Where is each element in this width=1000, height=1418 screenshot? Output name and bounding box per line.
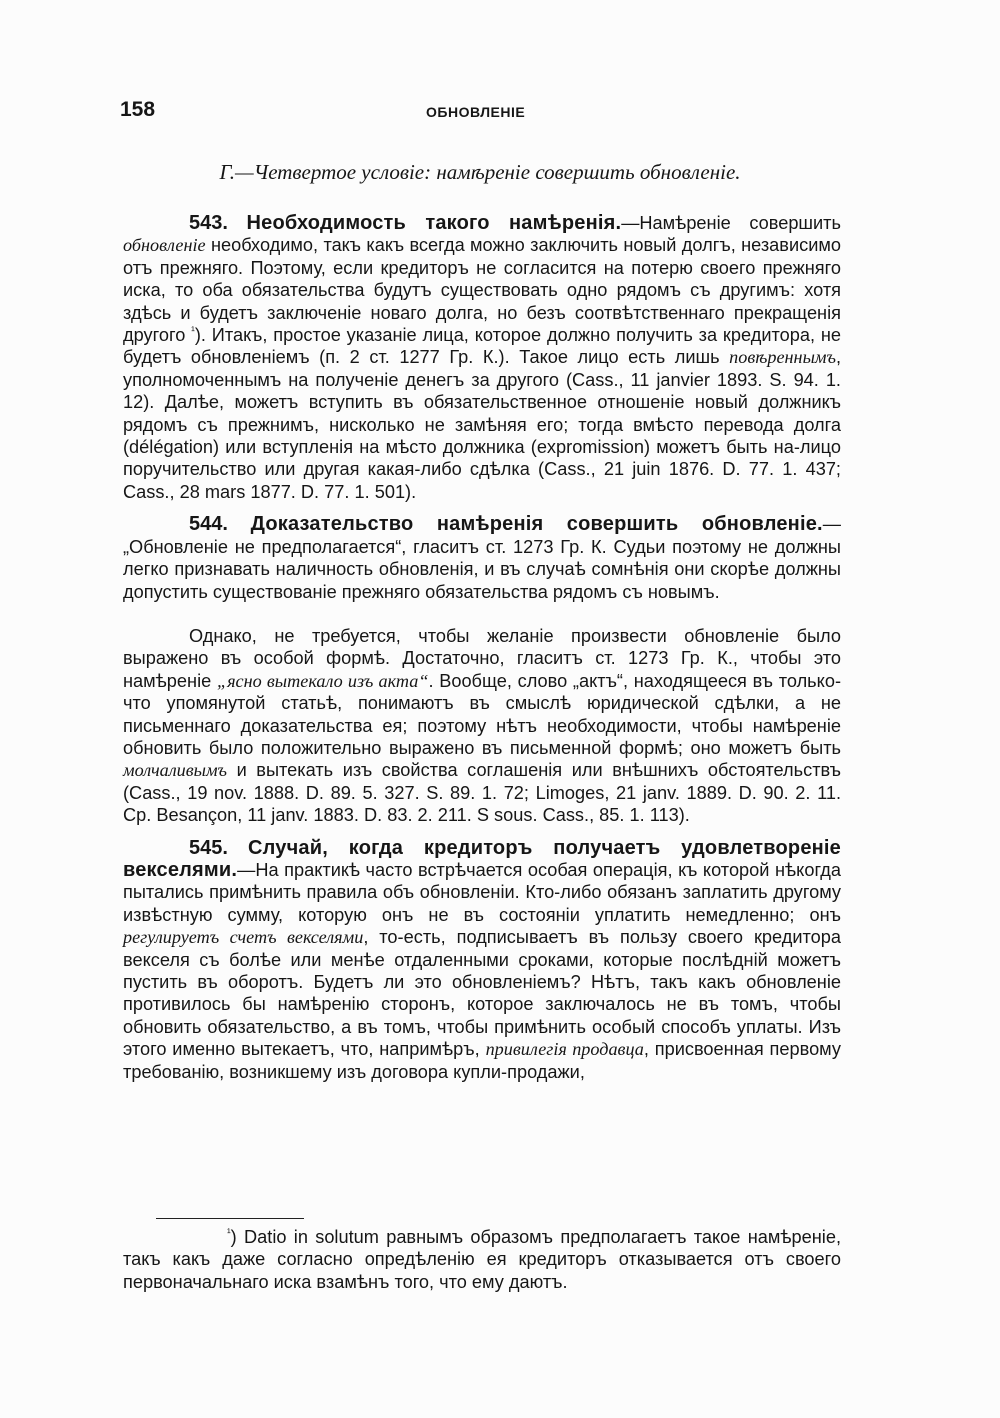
section-544-paragraph-2 bbox=[123, 625, 841, 827]
italic-term: повѣреннымъ bbox=[729, 347, 836, 368]
paragraph-text: и вытекать изъ свойства соглашенія или внѣшнихъ обстоятельствъ (Cass., 19 nov. 1888. D. 89. 5. 327. S. 89. 1. 72; Limoges, 21 janv. 1889. D. 90. 2. 11. Cp. Besançon, 11 janv. 1883. D. 83. 2. 211. S sous. Cass., 85. 1. 113). bbox=[123, 760, 841, 826]
page-number: 158 bbox=[120, 98, 156, 121]
paragraph-text: —„Обновленіе не предполагается“, гласитъ ст. 1273 Гр. К. Судьи поэтому не должны легко признавать наличность обновленія, и въ случаѣ сомнѣнія они скорѣе должны допустить существованіе прежняго обязательства рядомъ съ новымъ. bbox=[123, 514, 841, 602]
chapter-subtitle: Г.—Четвертое условіе: намѣреніе совершить обновленіе. bbox=[219, 160, 741, 184]
section-title: Необходимость такого намѣренія. bbox=[246, 212, 622, 234]
section-title: Доказательство намѣренія совершить обновленіе. bbox=[250, 513, 823, 536]
section-number: 544. bbox=[189, 513, 228, 536]
paragraph-text: , присвоенная первому требованію, возникшему изъ договора купли-продажи, bbox=[123, 1039, 841, 1082]
italic-term: молчаливымъ bbox=[123, 760, 227, 781]
section-number: 545. bbox=[189, 836, 228, 859]
running-head: ОБНОВЛЕНIЕ bbox=[426, 104, 526, 120]
paragraph-text: , то-есть, подписываетъ въ пользу своего кредитора векселя съ болѣе или менѣе отдаленными сроками, которые послѣдній можетъ пустить въ оборотъ. Будетъ ли это обновленіемъ? Нѣтъ, такъ какъ обновленіе противилось бы намѣренію сторонъ, которое заключалось не въ томъ, чтобы обновить обязательство, а въ томъ, чтобы примѣнить особый способъ уплаты. Изъ этого именно вытекаетъ, что, напримѣръ, bbox=[123, 927, 841, 1060]
italic-term: регулируетъ счетъ векселями bbox=[123, 927, 364, 948]
paragraph-text: необходимо, такъ какъ всегда можно заключить новый долгъ, независимо отъ прежняго. Поэтому, если кредиторъ не согласится на потерю своего прежняго иска, то оба обязательства будутъ существовать одно рядомъ съ другимъ: хотя здѣсь и будетъ заключеніе новаго долга, но безъ соотвѣтственнаго прекращенія другого bbox=[123, 235, 841, 346]
paragraph-text: ). Итакъ, простое указаніе лица, которое должно получить за кредитора, не будетъ обновленіемъ (п. 2 ст. 1277 Гр. К.). Такое лицо есть лишь bbox=[123, 325, 841, 368]
italic-term: „ясно вытекало изъ акта“ bbox=[216, 670, 429, 691]
section-545 bbox=[123, 837, 841, 1083]
page-header bbox=[0, 98, 1000, 128]
section-number: 543. bbox=[189, 212, 228, 234]
footnote-marker: ¹ bbox=[227, 1226, 231, 1239]
paragraph-text: —Намѣреніе совершить bbox=[621, 213, 841, 233]
page-body bbox=[123, 212, 841, 1083]
italic-term: обновленіе bbox=[123, 235, 206, 256]
section-544 bbox=[123, 513, 841, 603]
section-title: Случай, когда кредиторъ получаетъ удовлетвореніе векселями. bbox=[123, 836, 841, 881]
footnote-reference[interactable]: ¹ bbox=[191, 324, 195, 337]
paragraph-text: . Вообще, слово „актъ“, находящееся въ только-что упомянутой статьѣ, понимаютъ въ смыслѣ юридической сдѣлки, а не письменнаго доказательства ея; поэтому нѣтъ необходимости, чтобы намѣреніе обновить было положительно выражено въ письменной формѣ; оно можетъ быть bbox=[123, 670, 841, 758]
paragraph-text: —На практикѣ часто встрѣчается особая операція, къ которой нѣкогда пытались примѣнить правила объ обновленіи. Кто-либо обязанъ заплатить другому извѣстную сумму, которую онъ не въ состояніи уплатить немедленно; онъ bbox=[123, 859, 841, 925]
paragraph-text: Однако, не требуется, чтобы желаніе произвести обновленіе было выражено въ особой формѣ. Достаточно, гласитъ ст. 1273 Гр. К., чтобы это намѣреніе bbox=[123, 625, 841, 691]
section-543 bbox=[123, 212, 841, 503]
footnote-divider bbox=[156, 1218, 304, 1219]
paragraph-text: , уполномоченнымъ на полученіе денегъ за другого (Cass., 11 janvier 1893. S. 94. 1. 12). Далѣе, можетъ вступить въ обязательственное отношеніе новый должникъ рядомъ съ прежнимъ, нисколько не замѣняя его; тогда вмѣсто перевода долга (délégation) или вступленія на мѣсто должника (expromission) можетъ быть на-лицо поручительство или другая какая-либо сдѣлка (Cass., 21 juin 1876. D. 77. 1. 437; Cass., 28 mars 1877. D. 77. 1. 501). bbox=[123, 347, 841, 502]
italic-term: привилегія продавца bbox=[485, 1039, 644, 1060]
footnote-text: ) Datio in solutum равнымъ образомъ предполагаетъ такое намѣреніе, такъ какъ даже согласно опредѣленію ея кредиторъ отказывается отъ своего первоначальнаго иска взамѣнъ того, что ему даютъ. bbox=[123, 1227, 841, 1292]
footnote bbox=[123, 1226, 841, 1293]
